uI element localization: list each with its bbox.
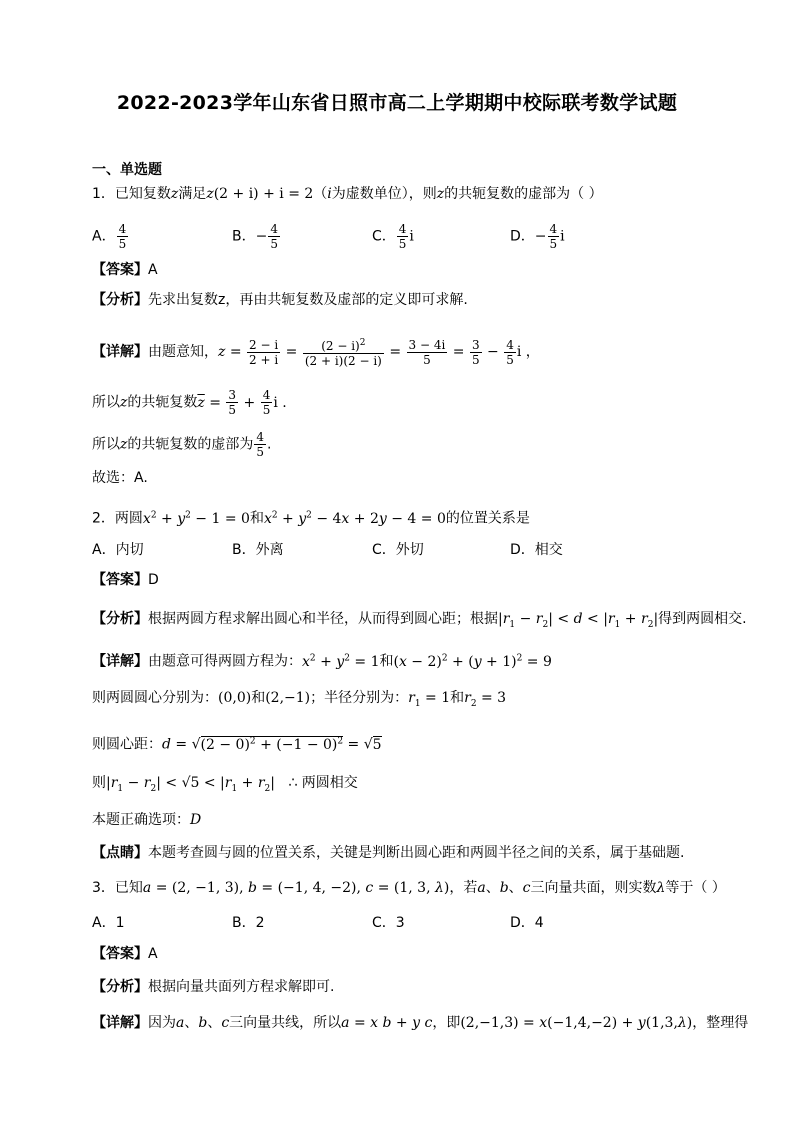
question-2-stem: 2．两圆$x^2 + y^2 - 1 = 0$和$x^2 + y^2 - 4x + 2y - 4 = 0$的位置关系是 bbox=[92, 510, 530, 527]
formula: z = $\frac{2 - i}{2 + i}$ = $\frac{(2 - i)^2}{(2 + i)(2 - i)}$ = $\frac{3 - 4i}{5}$ = $\frac{3}{5}$ − $\frac{4}{5}$ i ， bbox=[218, 337, 540, 368]
q2-option-b: B．外离 bbox=[232, 542, 284, 558]
q2-analysis: 【分析】根据两圆方程求解出圆心和半径，从而得到圆心距；根据$|r_1 - r_2| < d < |r_1 + r_2|$得到两圆相交. bbox=[92, 611, 747, 630]
formula: $x^2 + y^2 - 1 = 0$ bbox=[142, 510, 250, 527]
q2-detail-line-2: 则两圆圆心分别为：(0,0)和(2,−1)；半径分别为：$r_1 = 1$和$r_2 = 3$ bbox=[92, 690, 507, 709]
q1-detail: 【详解】由题意知，z = $\frac{2 - i}{2 + i}$ = $\frac{(2 - i)^2}{(2 + i)(2 - i)}$ = $\frac{3 - 4i}{5}$ = $\frac{3}{5}$ − $\frac{4}{5}$ i ， bbox=[92, 337, 540, 368]
formula: $(x - 2)^2 + (y + 1)^2 = 9$ bbox=[393, 653, 552, 670]
section-heading: 一、单选题 bbox=[92, 162, 162, 178]
q1-conclusion: 故选：A. bbox=[92, 470, 148, 486]
q1-detail-line-3: 所以z的共轭复数的虚部为 $\frac{4}{5}$ . bbox=[92, 430, 272, 459]
q2-answer: 【答案】D bbox=[92, 572, 159, 588]
q3-answer: 【答案】A bbox=[92, 946, 158, 962]
q1-analysis: 【分析】先求出复数z，再由共轭复数及虚部的定义即可求解. bbox=[92, 292, 468, 308]
formula: $x^2 + y^2 - 4x + 2y - 4 = 0$ bbox=[263, 510, 446, 527]
formula: $r_2 = 3$ bbox=[464, 690, 507, 709]
q1-detail-line-2: 所以z的共轭复数$\overline{z}$ = $\frac{3}{5}$ + $\frac{4}{5}$ i . bbox=[92, 388, 287, 417]
formula: (2,−1,3) = x(−1,4,−2) + y(1,3,λ) bbox=[460, 1015, 693, 1031]
q2-detail: 【详解】由题意可得两圆方程为：$x^2 + y^2 = 1$和$(x - 2)^2 + (y + 1)^2 = 9$ bbox=[92, 653, 552, 670]
q2-option-a: A．内切 bbox=[92, 542, 144, 558]
formula: $d = √(2 - 0)^2 + (-1 - 0)^2 = √5$ bbox=[162, 736, 382, 753]
formula: $|r_1 - r_2| < √5 < |r_1 + r_2|$ bbox=[106, 775, 275, 794]
formula: $r_1 = 1$ bbox=[408, 690, 451, 709]
formula: a = x b + y c bbox=[341, 1015, 433, 1031]
question-3-stem: 3．已知a = (2, −1, 3), b = (−1, 4, −2), c = (1, 3, λ)，若a、b、c三向量共面，则实数λ等于（ ） bbox=[92, 880, 726, 896]
formula: (0,0) bbox=[218, 690, 252, 706]
formula: $x^2 + y^2 = 1$ bbox=[302, 653, 380, 670]
q2-detail-line-3: 则圆心距：$d = √(2 - 0)^2 + (-1 - 0)^2 = √5$ bbox=[92, 736, 382, 753]
q2-option-c: C．外切 bbox=[372, 542, 424, 558]
q1-answer: 【答案】A bbox=[92, 262, 158, 278]
q2-option-d: D．相交 bbox=[510, 542, 563, 558]
q1-option-c: C． $\frac{4}{5}$ i bbox=[372, 222, 414, 251]
question-1-stem: 1．已知复数z满足z(2 + i) + i = 2（i为虚数单位），则z的共轭复数的虚部为（ ） bbox=[92, 186, 603, 202]
q2-comment: 【点睛】本题考查圆与圆的位置关系，关键是判断出圆心距和两圆半径之间的关系，属于基础题. bbox=[92, 845, 685, 861]
q3-analysis: 【分析】根据向量共面列方程求解即可. bbox=[92, 979, 335, 995]
q3-option-a: A．1 bbox=[92, 915, 125, 931]
q1-option-b: B．− $\frac{4}{5}$ bbox=[232, 222, 278, 251]
formula: a = (2, −1, 3), b = (−1, 4, −2), c = (1, 3, λ) bbox=[142, 880, 450, 896]
formula: (2,−1) bbox=[265, 690, 311, 706]
q3-detail: 【详解】因为a、b、c三向量共线，所以a = x b + y c，即(2,−1,3) = x(−1,4,−2) + y(1,3,λ)，整理得 bbox=[92, 1015, 749, 1031]
q1-option-d: D．− $\frac{4}{5}$ i bbox=[510, 222, 565, 251]
formula: $|r_1 - r_2| < d < |r_1 + r_2|$ bbox=[498, 611, 659, 630]
q3-option-b: B．2 bbox=[232, 915, 265, 931]
q2-detail-line-4: 则$|r_1 - r_2| < √5 < |r_1 + r_2|$ ∴ 两圆相交 bbox=[92, 775, 358, 794]
formula: z(2 + i) + i = 2 bbox=[206, 186, 314, 202]
q1-option-a: A． $\frac{4}{5}$ bbox=[92, 222, 127, 251]
q3-option-d: D．4 bbox=[510, 915, 544, 931]
q2-correct: 本题正确选项：D bbox=[92, 812, 202, 828]
formula: $\overline{z}$ = $\frac{3}{5}$ + $\frac{4}{5}$ i . bbox=[197, 388, 287, 417]
page-title: 2022-2023学年山东省日照市高二上学期期中校际联考数学试题 bbox=[116, 92, 678, 114]
q3-option-c: C．3 bbox=[372, 915, 405, 931]
